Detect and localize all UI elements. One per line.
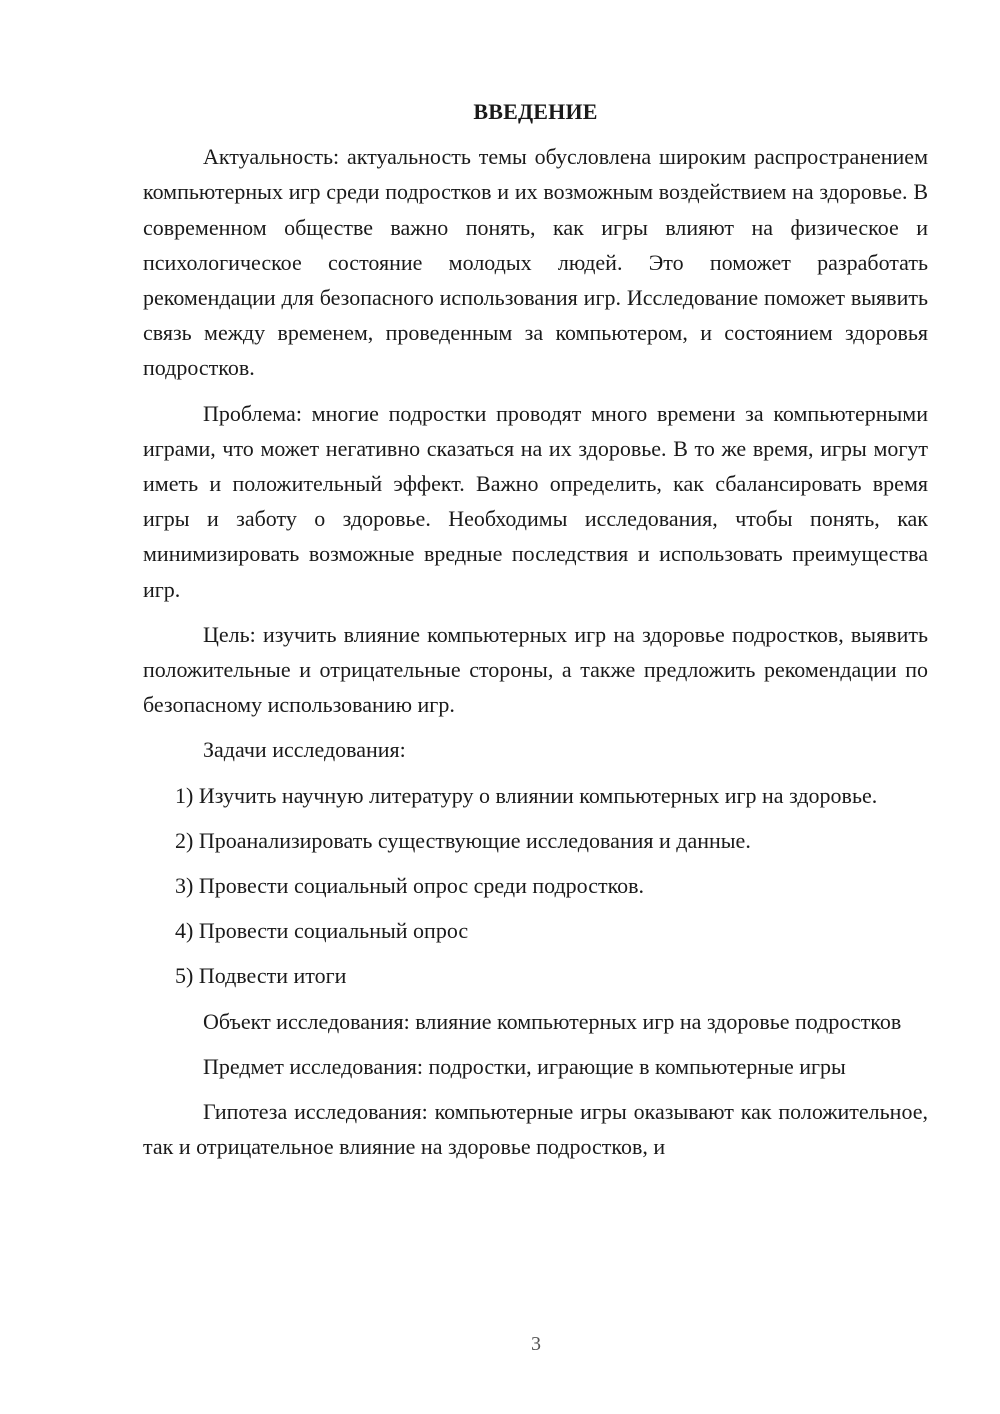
paragraph-relevance: Актуальность: актуальность темы обусловлена широким распространением компьютерных игр среди подростков и их возможным воздействием на здоровье. В современном обществе важно понять, как игры влияют на физическое и психологическое состояние молодых людей. Это поможет разработать рекомендации для безопасного использования игр. Исследование поможет выявить связь между временем, проведенным за компьютером, и состоянием здоровья подростков. (143, 144, 928, 381)
paragraph-object: Объект исследования: влияние компьютерных игр на здоровье подростков (203, 1008, 902, 1034)
task-item-4: 4) Провести социальный опрос (175, 918, 469, 944)
paragraph-problem: Проблема: многие подростки проводят много времени за компьютерными играми, что может негативно сказаться на их здоровье. В то же время, игры могут иметь и положительный эффект. Важно определить, как сбалансировать время игры и заботу о здоровье. Необходимы исследования, чтобы понять, как минимизировать возможные вредные последствия и использовать преимущества игр. (143, 400, 928, 602)
page-content (143, 94, 928, 1174)
task-item-3: 3) Провести социальный опрос среди подростков. (175, 873, 645, 899)
tasks-heading: Задачи исследования: (203, 737, 406, 763)
task-item-1: 1) Изучить научную литературу о влиянии компьютерных игр на здоровье. (175, 782, 878, 808)
task-item-5: 5) Подвести итоги (175, 963, 347, 989)
page-number: 3 (531, 1333, 541, 1355)
section-title: ВВЕДЕНИЕ (473, 99, 598, 124)
paragraph-goal: Цель: изучить влияние компьютерных игр на здоровье подростков, выявить положительные и отрицательные стороны, а также предложить рекомендации по безопасному использованию игр. (143, 621, 928, 718)
task-item-2: 2) Проанализировать существующие исследования и данные. (175, 827, 751, 853)
paragraph-subject: Предмет исследования: подростки, играющие в компьютерные игры (203, 1053, 846, 1079)
paragraph-hypothesis: Гипотеза исследования: компьютерные игры оказывают как положительное, так и отрицательное влияние на здоровье подростков, и (143, 1099, 928, 1160)
